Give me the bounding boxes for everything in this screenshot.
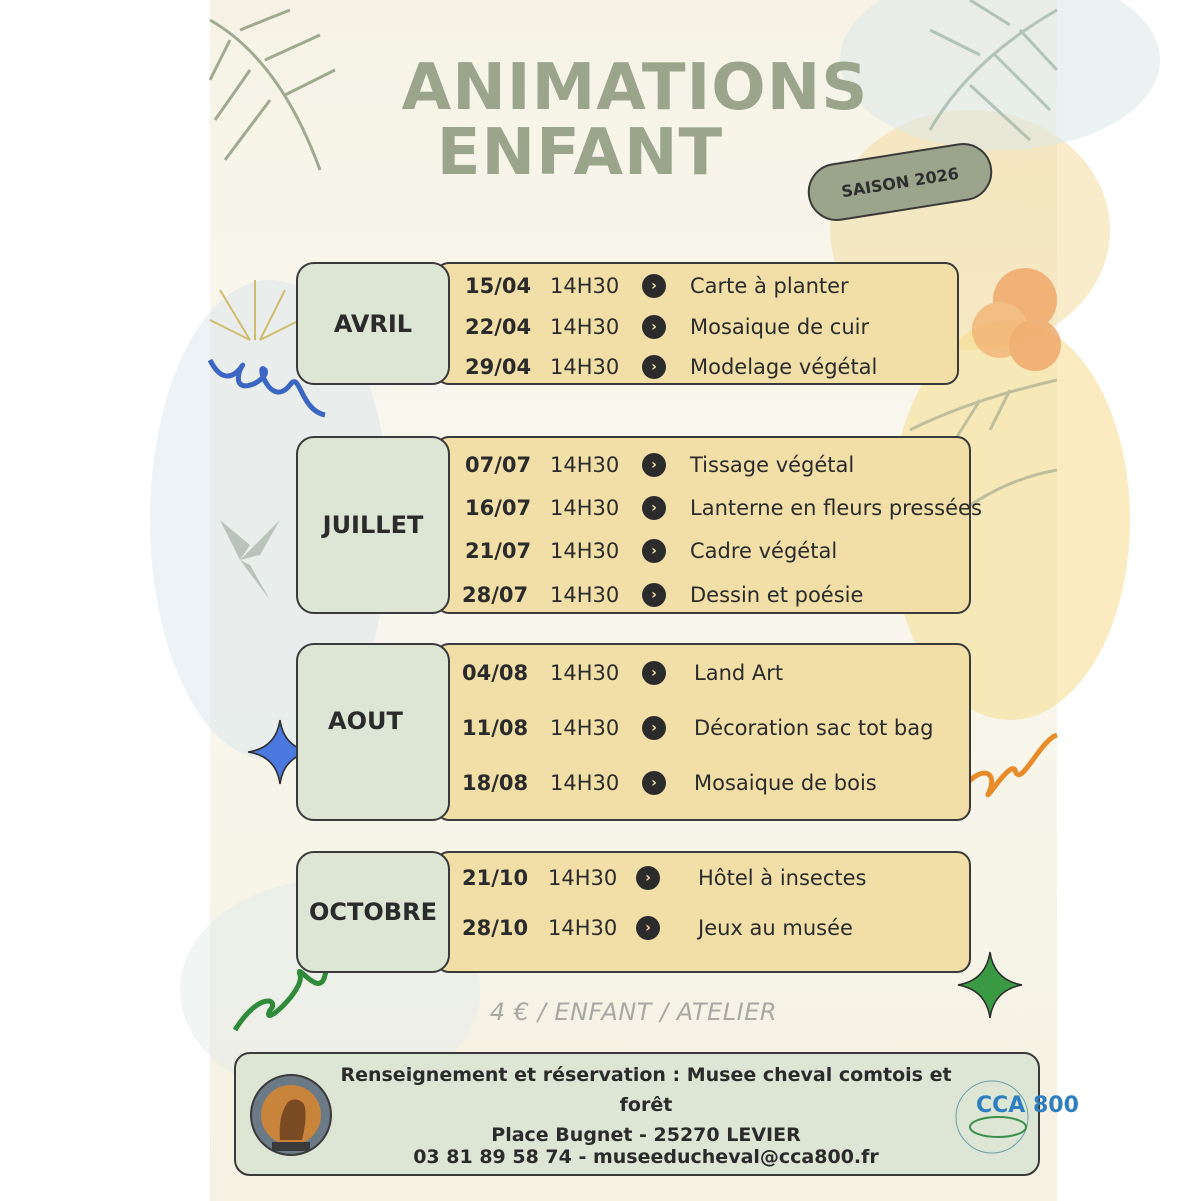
chevron-right-icon: › <box>642 274 666 298</box>
month-label: JUILLET <box>296 436 450 614</box>
session-time: 14H30 <box>550 661 620 685</box>
page-title-line2: ENFANT <box>436 116 724 190</box>
session-row <box>465 312 869 342</box>
session-date: 04/08 <box>462 661 529 685</box>
chevron-right-icon: › <box>642 539 666 563</box>
session-time: 14H30 <box>548 916 618 940</box>
session-date: 22/04 <box>465 315 532 339</box>
session-activity: Mosaique de cuir <box>690 315 870 339</box>
session-date: 21/07 <box>465 539 532 563</box>
cca800-logo-icon <box>946 1072 1079 1162</box>
session-row <box>462 580 863 610</box>
session-time: 14H30 <box>550 771 620 795</box>
session-row <box>465 536 837 566</box>
session-time: 14H30 <box>550 496 620 520</box>
session-row <box>465 450 854 480</box>
session-date: 21/10 <box>462 866 529 890</box>
session-activity: Jeux au musée <box>698 916 853 940</box>
session-time: 14H30 <box>550 583 620 607</box>
session-time: 14H30 <box>550 453 620 477</box>
poster <box>210 0 1079 1201</box>
session-row <box>462 658 783 688</box>
price-info: 4 € / ENFANT / ATELIER <box>489 998 778 1026</box>
footer-address: Place Bugnet - 25270 LEVIER <box>491 1124 801 1146</box>
session-time: 14H30 <box>550 355 620 379</box>
session-row <box>465 493 982 523</box>
session-row <box>462 713 933 743</box>
contact-footer <box>234 1052 1079 1176</box>
session-date: 28/10 <box>462 916 529 940</box>
session-date: 18/08 <box>462 771 529 795</box>
session-activity: Dessin et poésie <box>690 583 864 607</box>
session-activity: Tissage végétal <box>690 453 855 477</box>
chevron-right-icon: › <box>642 661 666 685</box>
chevron-right-icon: › <box>636 916 660 940</box>
month-label: OCTOBRE <box>296 851 450 973</box>
session-time: 14H30 <box>548 866 618 890</box>
chevron-right-icon: › <box>642 315 666 339</box>
session-row <box>465 352 877 382</box>
chevron-right-icon: › <box>642 355 666 379</box>
session-activity: Cadre végétal <box>690 539 838 563</box>
month-label: AVRIL <box>296 262 450 385</box>
session-time: 14H30 <box>550 274 620 298</box>
page-title-line1: ANIMATIONS <box>401 51 869 125</box>
session-time: 14H30 <box>550 716 620 740</box>
session-row <box>465 271 849 301</box>
session-activity: Modelage végétal <box>690 355 878 379</box>
session-date: 28/07 <box>462 583 529 607</box>
session-date: 07/07 <box>465 453 532 477</box>
session-activity: Hôtel à insectes <box>698 866 867 890</box>
chevron-right-icon: › <box>642 716 666 740</box>
session-time: 14H30 <box>550 539 620 563</box>
chevron-right-icon: › <box>642 771 666 795</box>
session-date: 11/08 <box>462 716 529 740</box>
chevron-right-icon: › <box>642 496 666 520</box>
footer-line1: Renseignement et réservation : Musee cheval comtois et <box>340 1064 952 1086</box>
logo-text: CCA 800 <box>976 1093 1079 1118</box>
session-activity: Land Art <box>694 661 784 685</box>
footer-line2: forêt <box>619 1094 673 1116</box>
session-date: 16/07 <box>465 496 532 520</box>
season-badge: SAISON 2026 <box>804 139 997 225</box>
session-date: 15/04 <box>465 274 532 298</box>
chevron-right-icon: › <box>642 453 666 477</box>
session-activity: Carte à planter <box>690 274 849 298</box>
session-activity: Mosaique de bois <box>694 771 877 795</box>
horse-museum-logo-icon <box>248 1070 334 1160</box>
month-label: AOUT <box>296 643 450 821</box>
session-row <box>462 913 853 943</box>
chevron-right-icon: › <box>636 866 660 890</box>
session-time: 14H30 <box>550 315 620 339</box>
footer-contact: 03 81 89 58 74 - museeducheval@cca800.fr <box>413 1146 879 1168</box>
session-row <box>462 768 877 798</box>
session-activity: Lanterne en fleurs pressées <box>690 496 982 520</box>
session-date: 29/04 <box>465 355 532 379</box>
session-row <box>462 863 867 893</box>
session-activity: Décoration sac tot bag <box>694 716 934 740</box>
chevron-right-icon: › <box>642 583 666 607</box>
